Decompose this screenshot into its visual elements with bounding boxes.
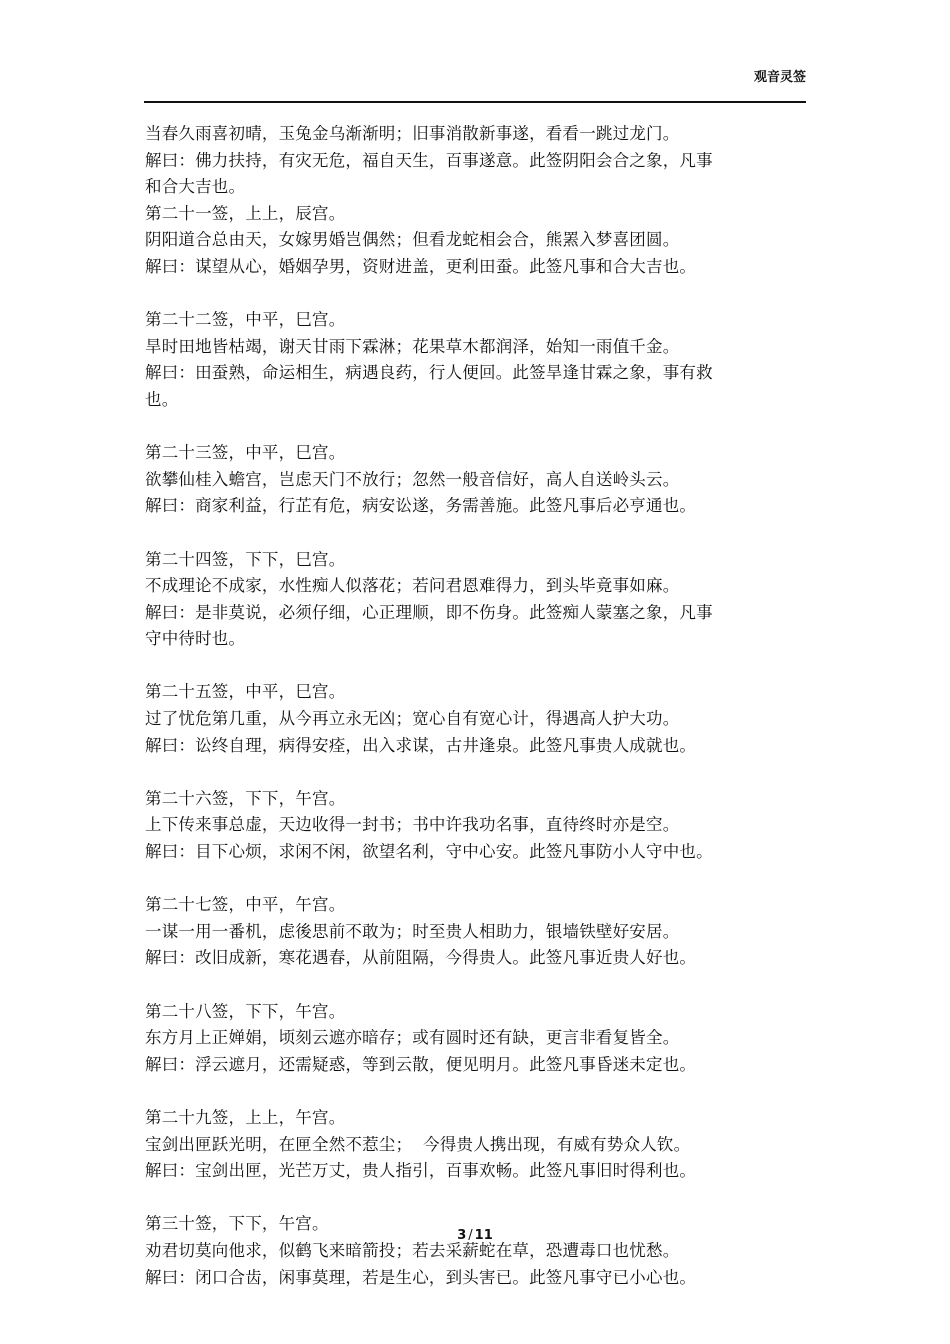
paragraph-gap: [145, 759, 810, 786]
text-line: 劝君切莫向他求，似鹤飞来暗箭投；若去采薪蛇在草，恐遭毒口也忧愁。: [145, 1240, 680, 1260]
text-line: 守中待时也。: [145, 629, 246, 649]
text-line: 不成理论不成家，水性痴人似落花；若问君恩难得力，到头毕竟事如麻。: [145, 576, 680, 596]
text-line: 解曰：目下心烦，求闲不闲，欲望名利，守中心安。此签凡事防小人守中也。: [145, 842, 713, 862]
text-line: 解曰：讼终自理，病得安痊，出入求谋，古井逢泉。此签凡事贵人成就也。: [145, 735, 697, 755]
text-line: 解曰：是非莫说，必须仔细，心正理顺，即不伤身。此签痴人蒙塞之象，凡事: [145, 602, 713, 622]
document-header-title: 观音灵签: [753, 70, 806, 85]
text-line: 解曰：浮云遮月，还需疑惑，等到云散，便见明月。此签凡事昏迷未定也。: [145, 1054, 697, 1074]
paragraph-gap: [145, 1185, 810, 1212]
text-line: 第二十四签，下下，巳宫。: [145, 549, 346, 569]
text-line: 欲攀仙桂入蟾宫，岂虑天门不放行；忽然一般音信好，高人自送岭头云。: [145, 469, 680, 489]
text-line: 第二十九签，上上，午宫。: [145, 1107, 346, 1127]
paragraph-gap: [145, 414, 810, 441]
text-line: 解曰：改旧成新，寒花遇春，从前阻隔，今得贵人。此签凡事近贵人好也。: [145, 948, 697, 968]
paragraph-gap: [145, 520, 810, 547]
paragraph-gap: [145, 653, 810, 680]
text-line: 宝剑出匣跃光明，在匣全然不惹尘； 今得贵人携出现，有威有势众人钦。: [145, 1134, 691, 1154]
text-line: 一谋一用一番机，虑後思前不敢为；时至贵人相助力，银墙铁壁好安居。: [145, 921, 680, 941]
text-line: 上下传来事总虚，天边收得一封书；书中许我功名事，直待终时亦是空。: [145, 815, 680, 835]
text-line: 解曰：谋望从心，婚姻孕男，资财进盖，更利田蚕。此签凡事和合大吉也。: [145, 256, 697, 276]
text-line: 第二十六签，下下，午宫。: [145, 788, 346, 808]
text-line: 解曰：田蚕熟，命运相生，病遇良药，行人便回。此签旱逢甘霖之象，事有救: [145, 363, 713, 383]
header-divider: [144, 101, 806, 103]
text-line: 第二十八签，下下，午宫。: [145, 1001, 346, 1021]
document-body: [145, 121, 810, 1291]
text-line: 和合大吉也。: [145, 177, 246, 197]
page-number: [0, 1228, 950, 1243]
text-line: 第二十七签，中平，午宫。: [145, 895, 346, 915]
page-separator: /: [468, 1228, 473, 1243]
text-line: 当春久雨喜初晴，玉兔金乌渐渐明；旧事消散新事遂，看看一跳过龙门。: [145, 124, 680, 143]
text-line: 第二十三签，中平，巳宫。: [145, 443, 346, 463]
paragraph-gap: [145, 972, 810, 999]
text-line: 解曰：闭口合齿，闲事莫理，若是生心，到头害已。此签凡事守已小心也。: [145, 1267, 697, 1287]
paragraph-gap: [145, 1078, 810, 1105]
text-line: 解曰：宝剑出匣，光芒万丈，贵人指引，百事欢畅。此签凡事旧时得利也。: [145, 1161, 697, 1181]
text-line: 第三十签，下下，午宫。: [145, 1214, 329, 1234]
paragraph-gap: [145, 866, 810, 893]
total-pages: 11: [474, 1228, 493, 1243]
text-line: 东方月上正婵娟，顷刻云遮亦暗存；或有圆时还有缺，更言非看复皆全。: [145, 1028, 680, 1048]
paragraph-gap: [145, 281, 810, 308]
text-line: 第二十五签，中平，巳宫。: [145, 682, 346, 702]
text-line: 也。: [145, 389, 179, 409]
text-line: 过了忧危第几重，从今再立永无凶；宽心自有宽心计，得遇高人护大功。: [145, 709, 680, 729]
text-line: 第二十一签，上上，辰宫。: [145, 203, 346, 223]
text-line: 阴阳道合总由天，女嫁男婚岂偶然；但看龙蛇相会合，熊罴入梦喜团圆。: [145, 230, 680, 250]
text-line: 解曰：商家利益，行芷有危，病安讼遂，务需善施。此签凡事后必亨通也。: [145, 496, 697, 516]
current-page: 3: [457, 1228, 467, 1243]
text-line: 旱时田地皆枯竭，谢天甘雨下霖淋；花果草木都润泽，始知一雨值千金。: [145, 336, 680, 356]
text-line: 解曰：佛力扶持，有灾无危，福自天生，百事遂意。此签阴阳会合之象，凡事: [145, 150, 713, 170]
text-line: 第二十二签，中平，巳宫。: [145, 310, 346, 330]
